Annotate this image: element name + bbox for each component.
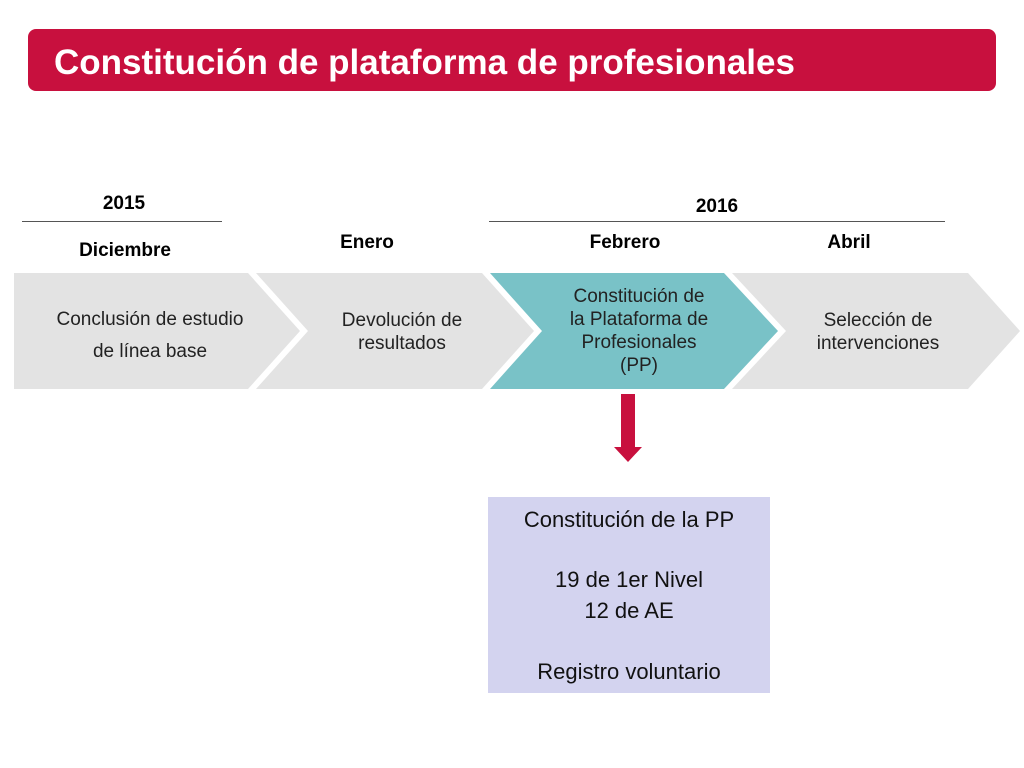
step-3-text bbox=[536, 285, 742, 377]
step-4-text bbox=[778, 309, 978, 355]
step-4-line-1: Selección de bbox=[823, 310, 933, 331]
step-3-line-1: Constitución de bbox=[573, 286, 705, 307]
detail-line-1: 19 de 1er Nivel bbox=[555, 567, 703, 592]
down-arrow-shaft bbox=[621, 394, 635, 449]
detail-title: Constitución de la PP bbox=[523, 507, 735, 532]
step-3-line-3: Profesionales bbox=[581, 332, 697, 353]
step-2-line-1: Devolución de bbox=[341, 310, 463, 331]
step-1-text bbox=[30, 304, 270, 368]
step-3-line-2: la Plataforma de bbox=[569, 309, 709, 330]
step-1-line-2: de línea base bbox=[92, 341, 208, 362]
step-2-line-2: resultados bbox=[358, 333, 446, 354]
page-title: Constitución de plataforma de profesionales bbox=[54, 43, 795, 82]
month-abril-label: Abril bbox=[827, 232, 871, 253]
step-3-line-4: (PP) bbox=[620, 355, 658, 376]
detail-line-2: 12 de AE bbox=[584, 598, 674, 623]
year-2015-label: 2015 bbox=[102, 193, 146, 214]
step-1-line-1: Conclusión de estudio bbox=[56, 309, 244, 330]
down-arrow-icon bbox=[614, 447, 642, 462]
step-2-text bbox=[300, 309, 504, 355]
year-2016-label: 2016 bbox=[695, 196, 739, 217]
month-febrero-label: Febrero bbox=[589, 232, 661, 253]
detail-line-3: Registro voluntario bbox=[537, 659, 721, 684]
month-diciembre-label: Diciembre bbox=[79, 240, 171, 261]
month-enero-label: Enero bbox=[340, 232, 394, 253]
step-4-line-2: intervenciones bbox=[816, 333, 940, 354]
